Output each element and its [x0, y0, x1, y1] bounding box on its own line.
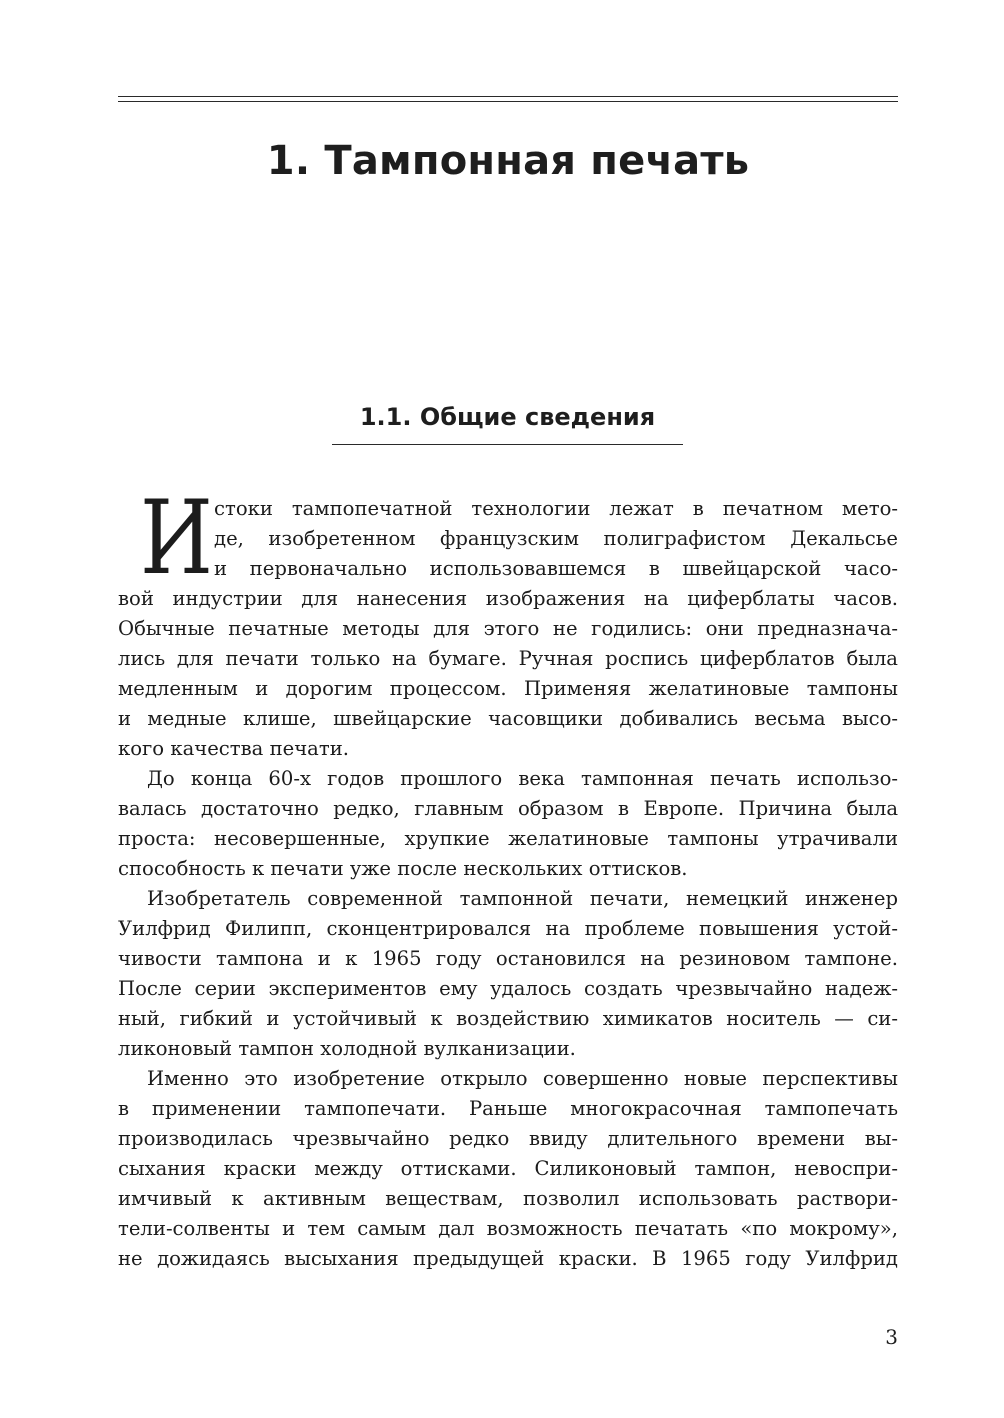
text-line: стоки тампопечатной технологии лежат в печатном мето- [214, 497, 898, 520]
drop-cap: И [140, 479, 213, 598]
page-number: 3 [885, 1325, 898, 1349]
chapter-title: 1. Тампонная печать [266, 138, 750, 184]
body-text [118, 479, 898, 1274]
paragraph-3 [118, 884, 898, 1064]
text-line: Именно это изобретение открыло совершенно новые перспективы [147, 1067, 898, 1090]
text-line: тели-солвенты и тем самым дал возможность печатать «по мокрому», [118, 1217, 898, 1240]
text-line: способность к печати уже после нескольких оттисков. [118, 857, 688, 880]
section-title: 1.1. Общие сведения [359, 403, 656, 431]
text-line: чивости тампона и к 1965 году остановился на резиновом тампоне. [118, 947, 898, 970]
text-line: в применении тампопечати. Раньше многокрасочная тампопечать [118, 1097, 898, 1120]
text-line: До конца 60-х годов прошлого века тампонная печать использо- [147, 767, 898, 790]
text-line: Изобретатель современной тампонной печати, немецкий инженер [147, 887, 898, 910]
text-line: не дожидаясь высыхания предыдущей краски. В 1965 году Уилфрид [118, 1247, 898, 1270]
text-line: Уилфрид Филипп, сконцентрировался на проблеме повышения устой- [118, 917, 898, 940]
paragraph-1 [118, 494, 898, 764]
text-line: медленным и дорогим процессом. Применяя желатиновые тампоны [118, 677, 898, 700]
text-line: вой индустрии для нанесения изображения на циферблаты часов. [118, 587, 898, 610]
section-heading [332, 400, 683, 445]
text-line: Обычные печатные методы для этого не годились: они предназнача- [118, 617, 898, 640]
text-line: сыхания краски между оттисками. Силиконовый тампон, невоспри- [118, 1157, 898, 1180]
text-line: проста: несовершенные, хрупкие желатиновые тампоны утрачивали [118, 827, 898, 850]
header-rule-bottom [118, 101, 898, 102]
text-line: ный, гибкий и устойчивый к воздействию химикатов носитель — си- [118, 1007, 898, 1030]
paragraph-2 [118, 764, 898, 884]
text-line: и первоначально использовавшемся в швейцарской часо- [214, 557, 898, 580]
text-line: После серии экспериментов ему удалось создать чрезвычайно надеж- [118, 977, 898, 1000]
text-line: кого качества печати. [118, 737, 349, 760]
text-line: имчивый к активным веществам, позволил использовать раствори- [118, 1187, 898, 1210]
text-line: производилась чрезвычайно редко ввиду длительного времени вы- [118, 1127, 898, 1150]
text-line: валась достаточно редко, главным образом в Европе. Причина была [118, 797, 898, 820]
header-rule-top [118, 96, 898, 97]
text-line: лись для печати только на бумаге. Ручная роспись циферблатов была [118, 647, 898, 670]
text-line: де, изобретенном французским полиграфистом Декальсье [214, 527, 898, 550]
text-line: ликоновый тампон холодной вулканизации. [118, 1037, 576, 1060]
text-line: и медные клише, швейцарские часовщики добивались весьма высо- [118, 707, 898, 730]
paragraph-4 [118, 1064, 898, 1274]
